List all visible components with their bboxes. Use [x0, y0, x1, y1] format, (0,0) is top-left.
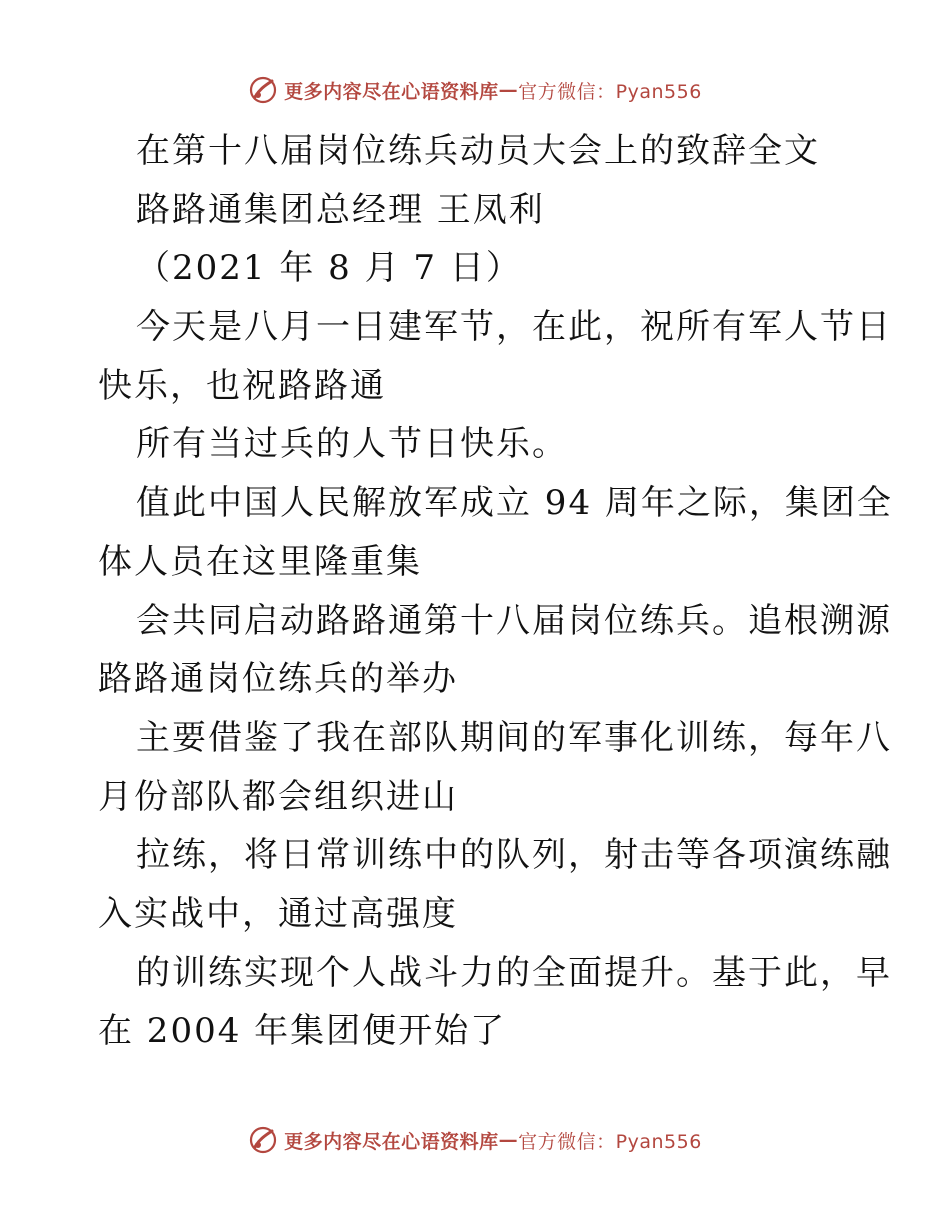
- paragraph-line: 在 2004 年集团便开始了: [98, 1011, 507, 1052]
- paragraph-line: 路路通岗位练兵的举办: [98, 659, 458, 700]
- document-title: 在第十八届岗位练兵动员大会上的致辞全文: [136, 131, 820, 171]
- footer-contact-text: 官方微信：Pyan556: [518, 1130, 702, 1153]
- paragraph-line: 入实战中，通过高强度: [98, 893, 458, 934]
- paragraph-line: 体人员在这里隆重集: [98, 541, 422, 582]
- ink-brush-logo-icon: [248, 75, 278, 105]
- paragraph-line: 快乐，也祝路路通: [98, 365, 386, 406]
- document-author: 路路通集团总经理 王凤利: [136, 189, 545, 230]
- ink-brush-logo-icon: [248, 1125, 278, 1155]
- document-date: （2021 年 8 月 7 日）: [136, 248, 522, 289]
- paragraph-line: 的训练实现个人战斗力的全面提升。基于此，早: [136, 952, 892, 993]
- paragraph-line: 主要借鉴了我在部队期间的军事化训练，每年八: [136, 717, 892, 758]
- header-contact-text: 官方微信：Pyan556: [518, 80, 702, 103]
- header-site-text: 更多内容尽在心语资料库: [284, 80, 499, 103]
- paragraph-line: 拉练，将日常训练中的队列，射击等各项演练融: [136, 835, 892, 876]
- paragraph-line: 今天是八月一日建军节，在此，祝所有军人节日: [136, 307, 892, 348]
- header-dash: —: [498, 79, 519, 101]
- document-body: [98, 122, 893, 1061]
- footer-dash: —: [498, 1129, 519, 1151]
- header-banner: [0, 70, 950, 110]
- paragraph-line: 所有当过兵的人节日快乐。: [136, 424, 568, 465]
- footer-site-text: 更多内容尽在心语资料库: [284, 1130, 499, 1153]
- paragraph-line: 会共同启动路路通第十八届岗位练兵。追根溯源: [136, 600, 892, 641]
- paragraph-line: 月份部队都会组织进山: [98, 776, 458, 817]
- paragraph-line: 值此中国人民解放军成立 94 周年之际，集团全: [136, 483, 893, 524]
- footer-banner: [0, 1120, 950, 1160]
